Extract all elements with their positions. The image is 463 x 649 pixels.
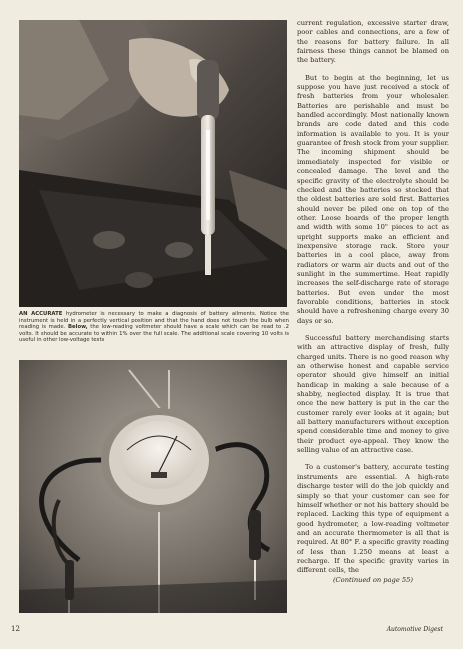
paragraph-2: But to begin at the beginning, let us suppose you have just received a stock of fresh batteries from your wholesaler. Batteries are perishable and must be handled accordingly. Most nationally known brands are code dated and this code information is available to you. It is your guarantee of fresh stock from your supplier. The incoming shipment should be immediately inspected for visible or concealed damage. The level and the specific gravity of the electrolyte should be checked and the batteries so stocked that the oldest batteries are sold first. Batteries should never be piled one on top of the other. Loose boards of the proper length and width with some 10" pieces to act as upright supports make an efficient and inexpensive storage rack. Store your batteries in a cool place, away from radiators or warm air ducts and out of the sunlight in the summertime. Heat rapidly increases the self-discharge rate of storage batteries. But even under the most favorable conditions, batteries in stock should have a refreshening charge every 30 days or so. [297,73,449,325]
article-column [297,19,449,585]
page-footer [0,625,463,635]
paragraph-3: Successful battery merchandising starts with an attractive display of fresh, fully charged units. There is no good reason why an otherwise honest and capable service operator should give himself an initial handicap in making a sale because of a shabby, neglected display. It is true that once the new battery is put in the car the customer rarely ever looks at it again; but all battery manufacturers without exception spend considerable time and money to give their product eye-appeal. They know the selling value of an attractive case. [297,334,449,455]
voltmeter-photo [19,360,287,613]
caption-text-1: hydrometer is necessary to make a diagnosis of battery ailments. Notice the instrument is held in a perfectly vertical position and that the hand does not touch the bulb when reading is made. [19,311,289,331]
magazine-name: Automotive Digest [386,626,443,633]
photo-caption [19,311,289,344]
page-number: 12 [11,625,20,633]
caption-text-2: the low-reading voltmeter should have a scale which can be read to .2 volts. It should be accurate to within 1% over the full scale. The additional scale covering 10 volts is useful in other low-voltage tests [19,324,289,344]
paragraph-4: To a customer's battery, accurate testing instruments are essential. A high-rate discharge tester will do the job quickly and simply so that your customer can see for himself whether or not his battery should be replaced. Lacking this type of equipment a good hydrometer, a low-reading voltmeter and an accurate thermometer is all that is required. At 80° F. a specific gravity reading of less than 1.250 means at least a recharge. If the specific gravity varies in different cells, the [297,463,449,575]
hydrometer-photo [19,20,287,307]
paragraph-1: current regulation, excessive starter draw, poor cables and connections, are a few of the reasons for battery failure. In all fairness these things cannot be blamed on the battery. [297,19,449,65]
continued-note: (Continued on page 55) [332,575,414,584]
caption-below-label: Below, [68,324,88,331]
caption-lead: AN ACCURATE [19,311,63,317]
